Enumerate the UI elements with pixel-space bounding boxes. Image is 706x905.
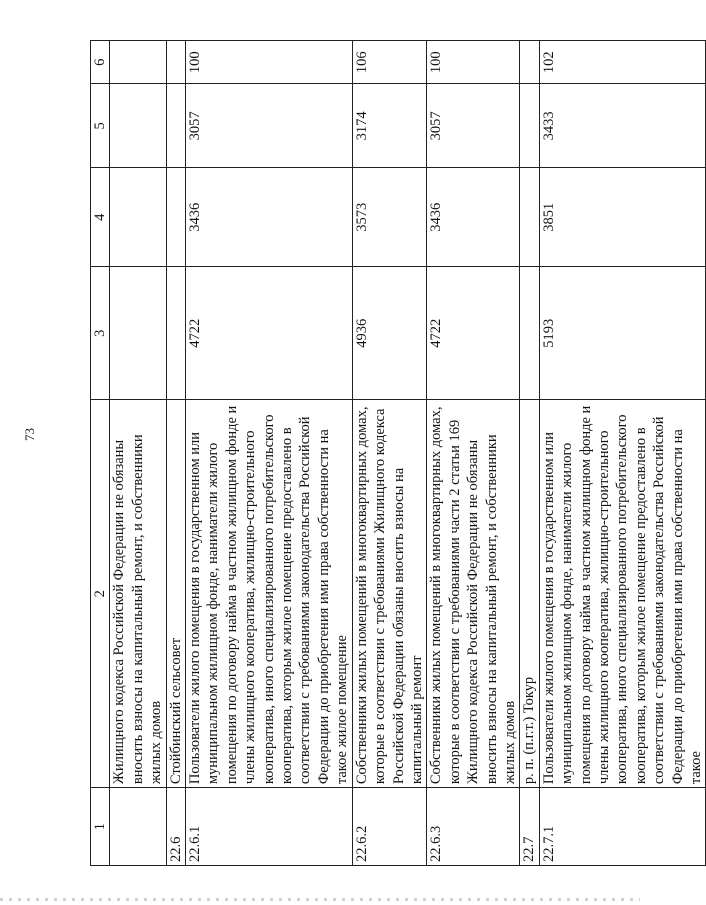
row-value-col3: 4936 — [352, 267, 427, 400]
row-value-col3: 4722 — [427, 267, 520, 400]
section-row — [166, 41, 185, 866]
row-value-col6: 106 — [352, 41, 427, 84]
row-value-col5: 3174 — [352, 84, 427, 168]
table-row — [427, 41, 520, 866]
row-number — [110, 788, 166, 866]
header-col-1: 1 — [91, 788, 110, 866]
row-value-col5: 3057 — [186, 84, 353, 168]
header-col-3: 3 — [91, 267, 110, 400]
section-empty-cell — [166, 168, 185, 267]
header-col-2: 2 — [91, 400, 110, 788]
row-value-col4 — [110, 168, 166, 267]
row-description: Собственники жилых помещений в многоквартирных домах, которые в соответствии с требованиями Жилищного кодекса Российской Федерации обязаны вносить взносы на капитальный ремонт — [352, 400, 427, 788]
table-row — [110, 41, 166, 866]
row-value-col5: 3057 — [427, 84, 520, 168]
row-value-col4: 3851 — [539, 168, 706, 267]
section-row — [520, 41, 539, 866]
row-number: 22.6.2 — [352, 788, 427, 866]
page-number: 73 — [22, 428, 37, 441]
section-title: Стойбинский сельсовет — [166, 400, 185, 788]
section-empty-cell — [520, 84, 539, 168]
section-empty-cell — [520, 41, 539, 84]
section-empty-cell — [520, 267, 539, 400]
row-value-col3: 4722 — [186, 267, 353, 400]
row-description: Пользователи жилого помещения в государственном или муниципальном жилищном фонде, наниматели жилого помещения по договору найма в частном жилищном фонде и члены жилищного кооператива, жилищно-строительного кооператива, иного специализированного потребительского кооператива, которым жилое помещение предоставлено в соответствии с требованиями законодательства Российской Федерации до приобретения ими права собственности на такое — [539, 400, 706, 788]
row-value-col6: 100 — [186, 41, 353, 84]
section-empty-cell — [166, 84, 185, 168]
row-value-col4: 3573 — [352, 168, 427, 267]
row-value-col6: 100 — [427, 41, 520, 84]
table-row — [539, 41, 706, 866]
row-number: 22.7.1 — [539, 788, 706, 866]
row-value-col6: 102 — [539, 41, 706, 84]
row-value-col3: 5193 — [539, 267, 706, 400]
row-number: 22.6.1 — [186, 788, 353, 866]
row-value-col5 — [110, 84, 166, 168]
row-number: 22.6.3 — [427, 788, 520, 866]
header-col-5: 5 — [91, 84, 110, 168]
row-description: Пользователи жилого помещения в государственном или муниципальном жилищном фонде, наниматели жилого помещения по договору найма в частном жилищном фонде и члены жилищного кооператива, жилищно-строительного кооператива, иного специализированного потребительского кооператива, которым жилое помещение предоставлено в соответствии с требованиями законодательства Российской Федерации до приобретения ими права собственности на такое жилое помещение — [186, 400, 353, 788]
row-value-col4: 3436 — [427, 168, 520, 267]
row-description: Собственники жилых помещений в многоквартирных домах, которые в соответствии с требованиями части 2 статьи 169 Жилищного кодекса Российской Федерации не обязаны вносить взносы на капитальный ремонт, и собственники жилых домов — [427, 400, 520, 788]
section-empty-cell — [166, 267, 185, 400]
header-col-6: 6 — [91, 41, 110, 84]
section-title: р. п. (п.г.т.) Токур — [520, 400, 539, 788]
section-empty-cell — [166, 41, 185, 84]
section-number: 22.6 — [166, 788, 185, 866]
row-value-col5: 3433 — [539, 84, 706, 168]
table-row — [352, 41, 427, 866]
section-number: 22.7 — [520, 788, 539, 866]
document-table — [90, 40, 704, 866]
header-col-4: 4 — [91, 168, 110, 267]
row-value-col3 — [110, 267, 166, 400]
table-row — [186, 41, 353, 866]
tariff-table — [90, 40, 706, 866]
section-empty-cell — [520, 168, 539, 267]
row-value-col4: 3436 — [186, 168, 353, 267]
scan-artifact — [0, 898, 640, 901]
header-row — [91, 41, 110, 866]
row-description: Жилищного кодекса Российской Федерации не обязаны вносить взносы на капитальный ремонт, и собственники жилых домов — [110, 400, 166, 788]
row-value-col6 — [110, 41, 166, 84]
